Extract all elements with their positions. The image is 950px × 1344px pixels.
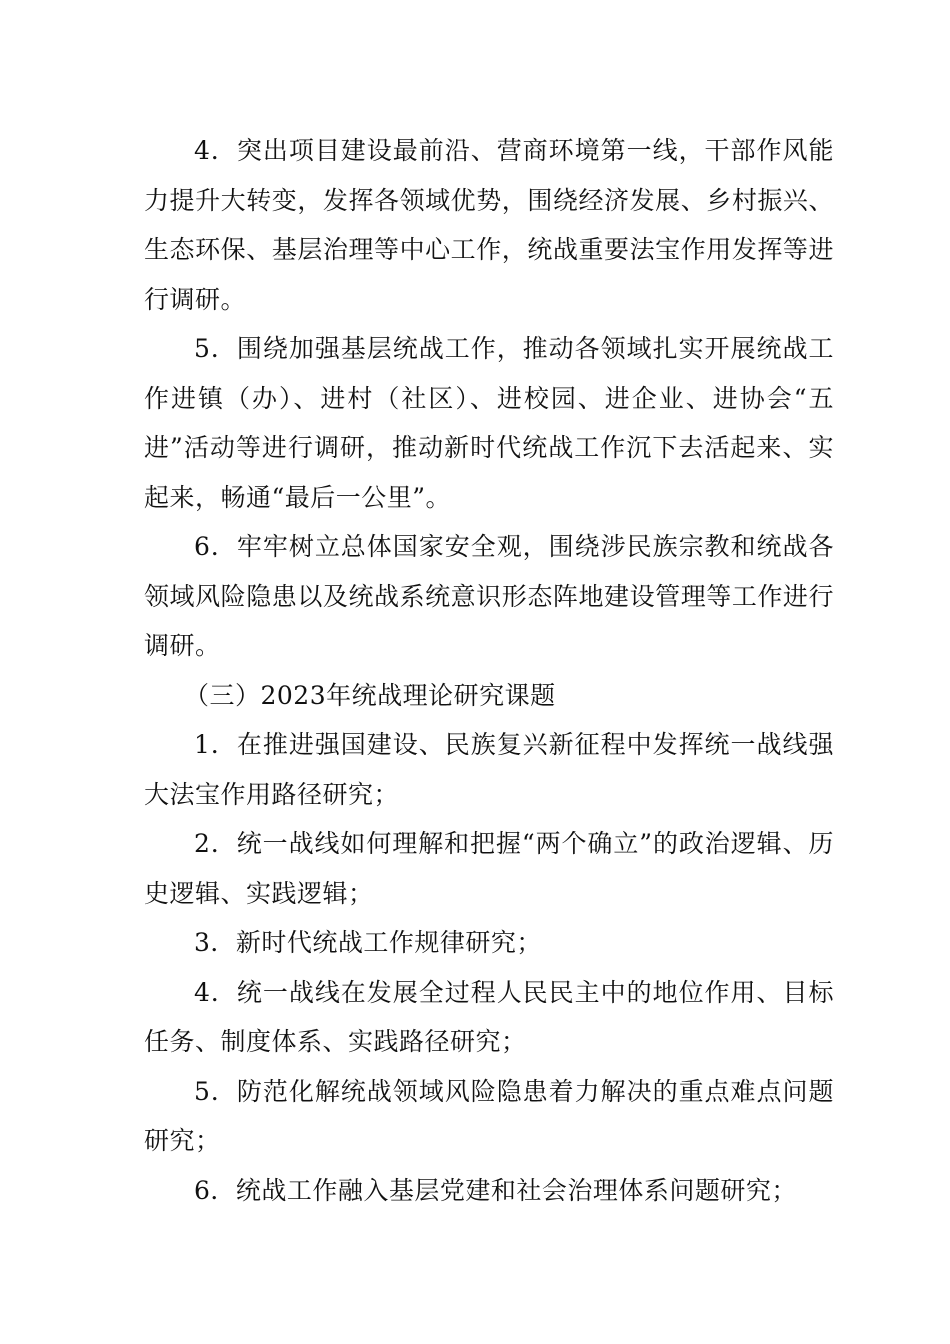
paragraph-item-5-research: 5．围绕加强基层统战工作，推动各领域扎实开展统战工作进镇（办）、进村（社区）、进校园、进企业、进协会“五进”活动等进行调研，推动新时代统战工作沉下去活起来、实起来，畅通“最后一公里”。: [144, 334, 834, 512]
topic-item-2: 2．统一战线如何理解和把握“两个确立”的政治逻辑、历史逻辑、实践逻辑；: [144, 829, 834, 908]
paragraph-item-4-research: 4．突出项目建设最前沿、营商环境第一线，干部作风能力提升大转变，发挥各领域优势，围绕经济发展、乡村振兴、生态环保、基层治理等中心工作，统战重要法宝作用发挥等进行调研。: [144, 136, 834, 314]
topic-item-3: 3．新时代统战工作规律研究；: [194, 928, 542, 957]
paragraph-item-6-research: 6．牢牢树立总体国家安全观，围绕涉民族宗教和统战各领域风险隐患以及统战系统意识形态阵地建设管理等工作进行调研。: [144, 532, 834, 660]
document-body: [144, 126, 834, 1215]
topic-item-1: 1．在推进强国建设、民族复兴新征程中发挥统一战线强大法宝作用路径研究；: [144, 730, 834, 809]
topic-item-4: 4．统一战线在发展全过程人民民主中的地位作用、目标任务、制度体系、实践路径研究；: [144, 977, 834, 1056]
topic-item-5: 5．防范化解统战领域风险隐患着力解决的重点难点问题研究；: [144, 1076, 834, 1155]
topic-item-6: 6．统战工作融入基层党建和社会治理体系问题研究；: [194, 1175, 797, 1205]
section-heading-2023-topics: （三）2023年统战理论研究课题: [184, 680, 556, 710]
